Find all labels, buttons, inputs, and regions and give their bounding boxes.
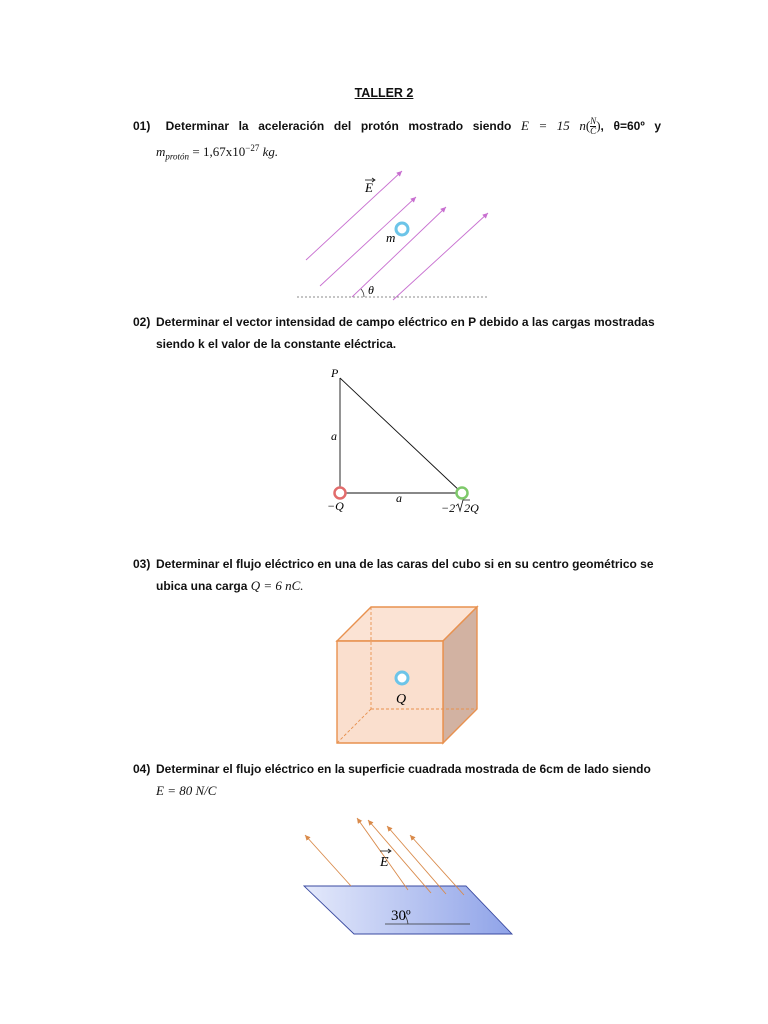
mass-value: = 1,67x10 [192,144,246,159]
problem-text: Determinar la aceleración del protón mostrado siendo [165,119,512,133]
charge-label-prefix: −2 [441,501,456,515]
problem-text: Determinar el vector intensidad de campo eléctrico en P debido a las cargas mostradas [156,315,655,329]
theta-text: , θ=60º y [600,119,661,133]
point-p-label: P [331,366,339,380]
field-line [357,818,408,890]
charge-q-label: Q [396,692,407,707]
problem-number: 03) [133,557,151,571]
field-value: E = 80 N/C [156,783,217,798]
field-label: E [380,855,389,870]
mass-unit: kg. [259,144,279,159]
field-line [305,835,351,886]
charge-label-suffix: Q [470,501,479,515]
problem-02-line2: siendo k el valor de la constante eléctrica. [156,337,397,351]
mass-label: m [386,230,396,245]
mass-subscript: protón [165,151,190,162]
field-line [387,826,446,894]
charge-value: Q = 6 nC. [250,578,304,593]
theta-label: θ [368,283,374,297]
field-line [368,820,431,893]
charge-label-q: −Q [327,499,344,513]
fraction-numerator: N [590,116,597,127]
problem-number: 02) [133,315,151,329]
problem-text: Determinar el flujo eléctrico en una de las caras del cubo si en su centro geométrico se [156,557,654,571]
problem-number: 01) [133,119,151,133]
mass-exponent: −27 [245,143,260,153]
fraction-denominator: C [590,126,597,137]
mass-symbol: m [156,144,166,159]
field-label: E [365,180,373,195]
page-title: TALLER 2 [354,86,414,100]
field-expression: E = 15 n [521,118,586,133]
problem-01-line1: 01) Determinar la aceleración del protón mostrado siendo E = 15 n( $\frac{N}{C}$ ), θ=60º y [133,116,661,137]
side-label-vertical: a [331,429,337,443]
charge-label-root: 2 [464,501,471,515]
problem-text: Determinar el flujo eléctrico en la superficie cuadrada mostrada de 6cm de lado siendo [156,762,651,776]
problem-number: 04) [133,762,151,776]
angle-label: 30º [391,908,411,924]
side-label-horizontal: a [396,491,402,505]
problem-text-2: ubica una carga [156,579,248,593]
